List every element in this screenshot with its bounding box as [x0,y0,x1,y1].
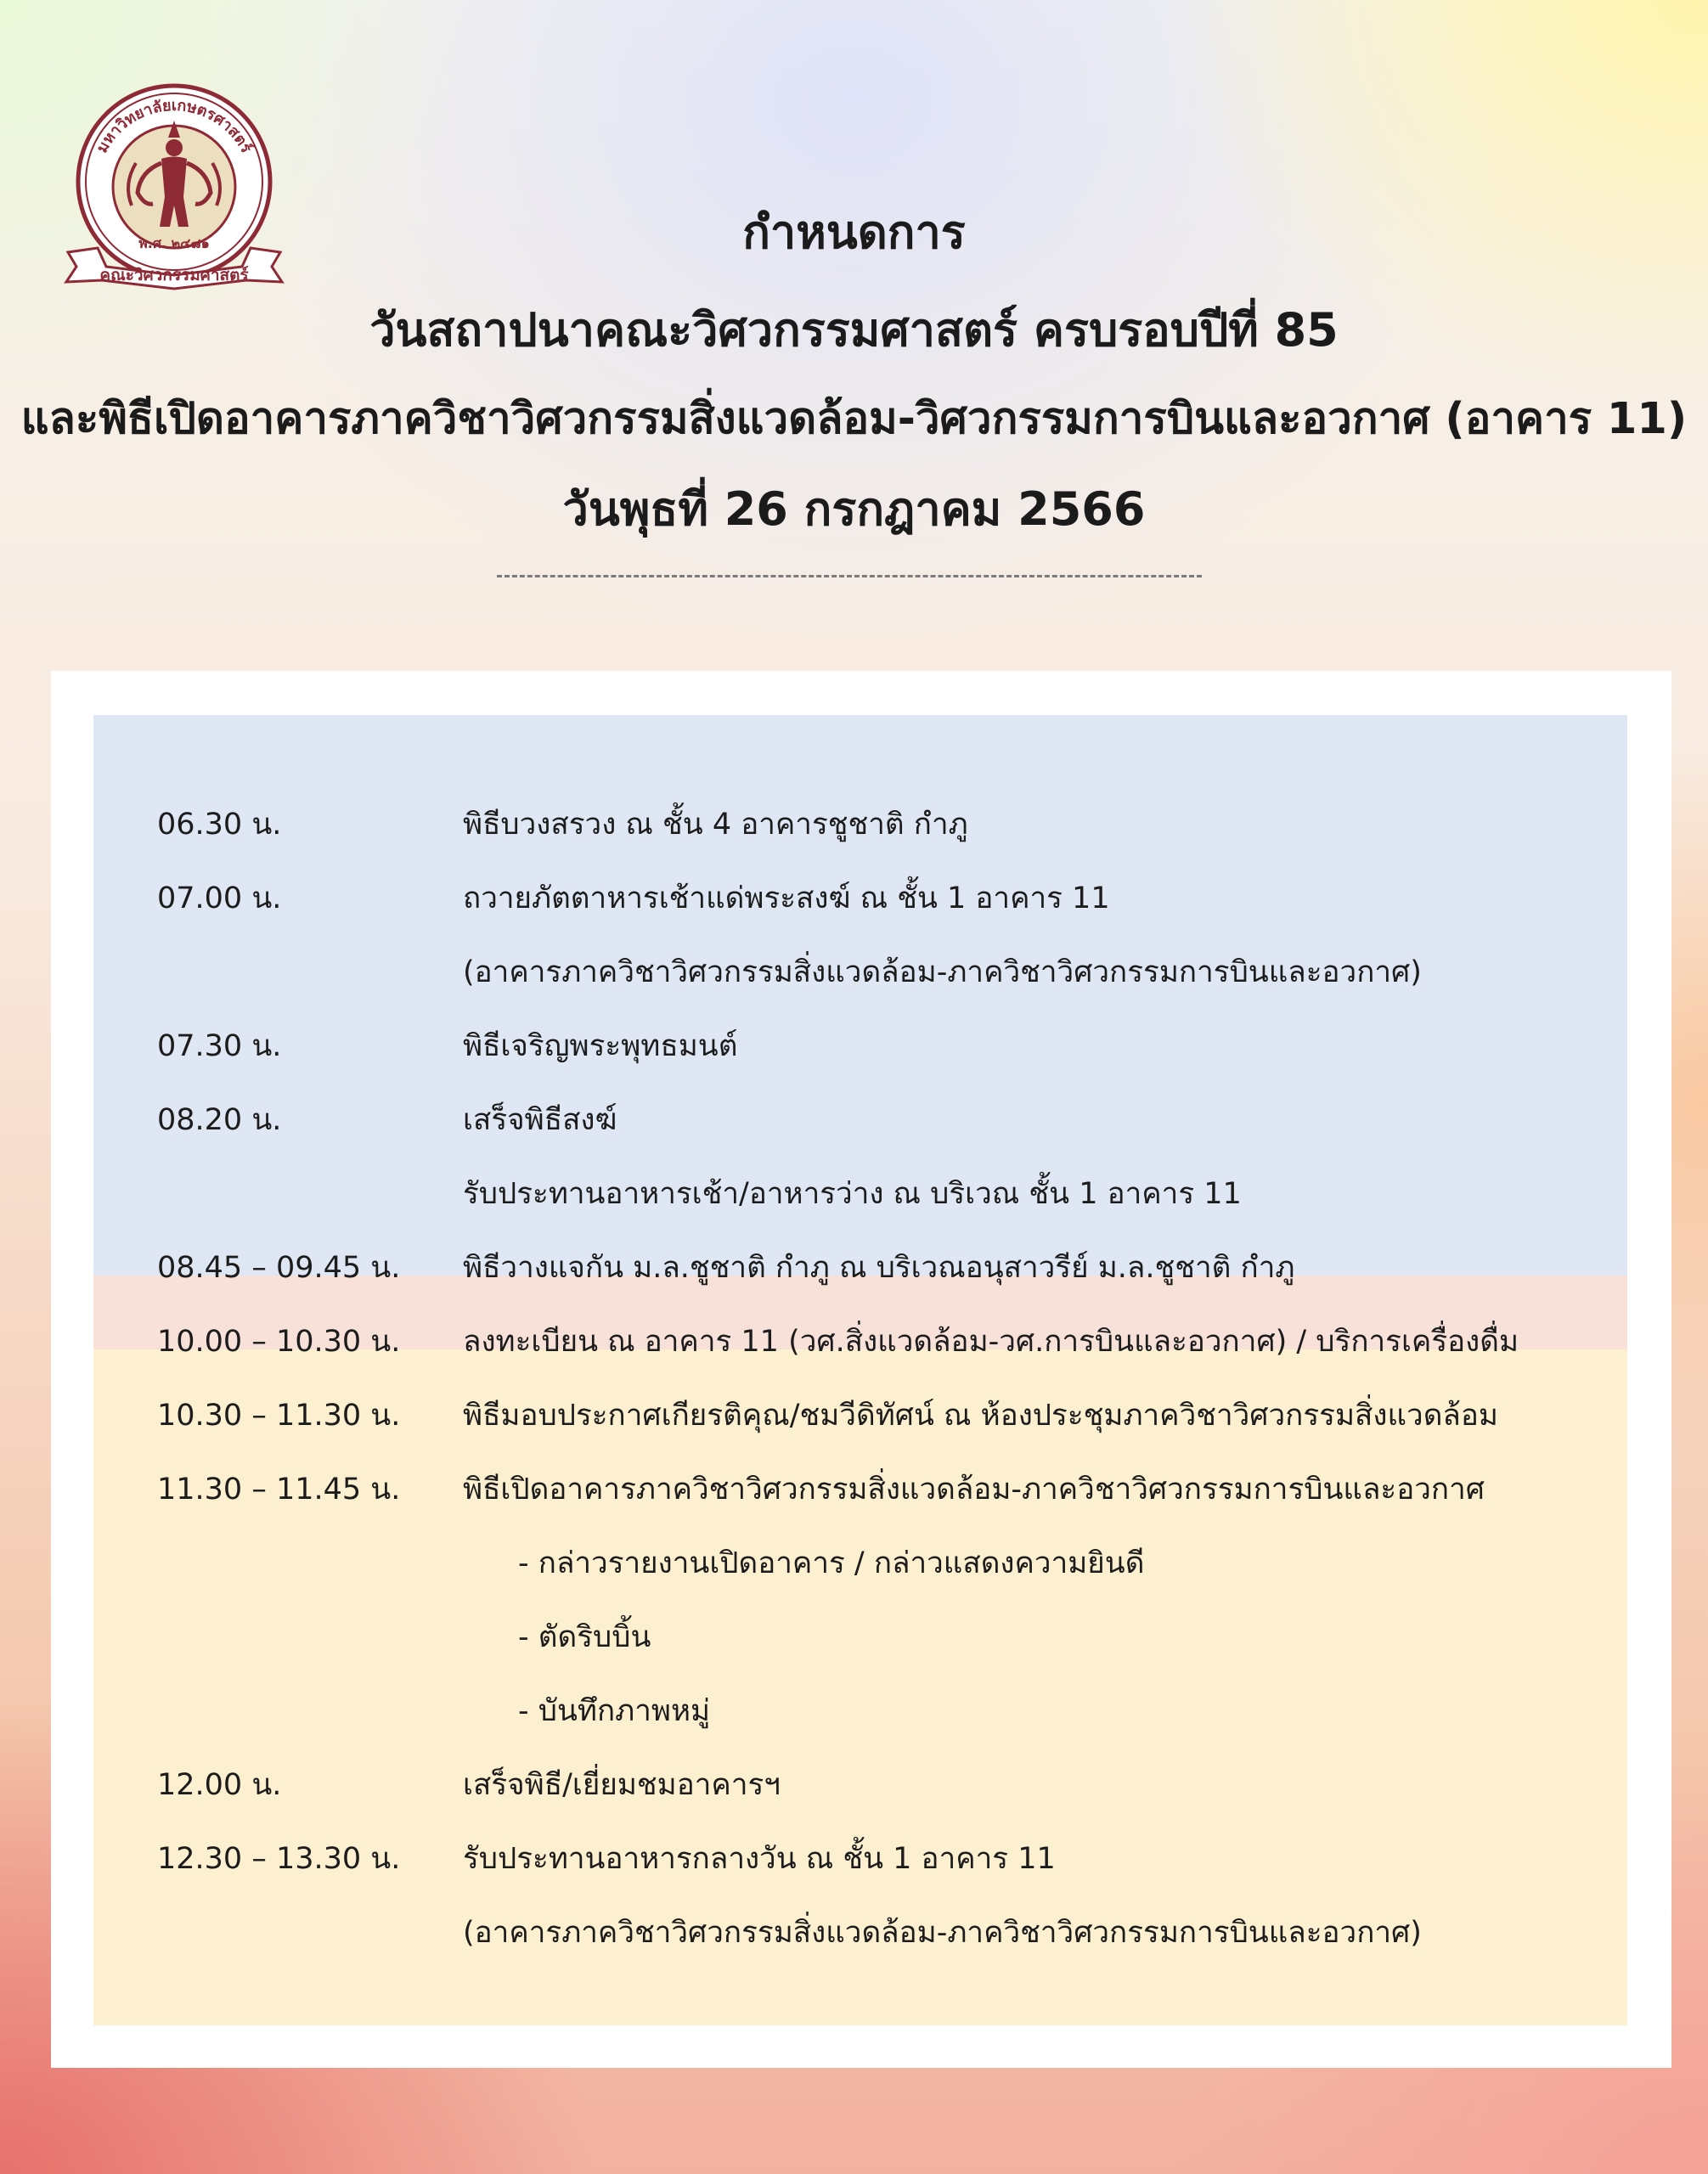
schedule-time: 12.30 – 13.30 น. [157,1842,401,1876]
event-anniversary-title: วันสถาปนาคณะวิศวกรรมศาสตร์ ครบรอบปีที่ 85 [369,303,1339,357]
schedule-time: 08.45 – 09.45 น. [157,1251,401,1285]
event-opening-title: และพิธีเปิดอาคารภาควิชาวิศวกรรมสิ่งแวดล้อม-วิศวกรรมการบินและอวกาศ (อาคาร 11) [20,394,1688,444]
schedule-time: 06.30 น. [157,808,282,842]
schedule-time: 07.00 น. [157,881,282,915]
seal-arc-text: มหาวิทยาลัยเกษตรศาสตร์ [93,96,256,156]
schedule-panel [51,671,1671,2068]
schedule-row [51,862,1671,936]
schedule-time: 07.30 น. [157,1029,282,1063]
schedule-row [51,936,1671,1010]
schedule-description: เสร็จพิธีสงฆ์ [463,1103,617,1137]
schedule-time: 10.00 – 10.30 น. [157,1325,401,1359]
document-title: กำหนดการ [742,206,966,259]
schedule-row [51,1896,1671,1970]
schedule-sub-item: - บันทึกภาพหมู่ [518,1694,711,1728]
schedule-sub-item: - ตัดริบบิ้น [518,1620,651,1654]
schedule-description: พิธีมอบประกาศเกียรติคุณ/ชมวีดิทัศน์ ณ ห้องประชุมภาควิชาวิศวกรรมสิ่งแวดล้อม [463,1399,1498,1433]
schedule-row [51,1601,1671,1675]
schedule-description: เสร็จพิธี/เยี่ยมชมอาคารฯ [463,1768,781,1802]
schedule-time: 08.20 น. [157,1103,282,1137]
schedule-description: พิธีบวงสรวง ณ ชั้น 4 อาคารชูชาติ กำภู [463,808,968,842]
event-date: วันพุธที่ 26 กรกฎาคม 2566 [562,482,1146,536]
schedule-time: 12.00 น. [157,1768,282,1802]
schedule-description: พิธีเจริญพระพุทธมนต์ [463,1029,738,1063]
schedule-row [51,1231,1671,1305]
schedule-row [51,1305,1671,1379]
schedule-row [51,1453,1671,1527]
schedule-row [51,1749,1671,1822]
seal-ribbon-text: คณะวิศวกรรมศาสตร์ [99,266,249,284]
schedule-description: พิธีวางแจกัน ม.ล.ชูชาติ กำภู ณ บริเวณอนุสาวรีย์ ม.ล.ชูชาติ กำภู [463,1251,1295,1285]
schedule-description: (อาคารภาควิชาวิศวกรรมสิ่งแวดล้อม-ภาควิชาวิศวกรรมการบินและอวกาศ) [463,1916,1422,1950]
schedule-time: 11.30 – 11.45 น. [157,1473,401,1507]
schedule-description: รับประทานอาหารกลางวัน ณ ชั้น 1 อาคาร 11 [463,1842,1056,1876]
schedule-row [51,1084,1671,1157]
schedule-row [51,1822,1671,1896]
schedule-sub-item: - กล่าวรายงานเปิดอาคาร / กล่าวแสดงความยินดี [518,1546,1145,1580]
schedule-row [51,1675,1671,1749]
schedule-row [51,1527,1671,1601]
schedule-description: รับประทานอาหารเช้า/อาหารว่าง ณ บริเวณ ชั้น 1 อาคาร 11 [463,1177,1242,1211]
schedule-time: 10.30 – 11.30 น. [157,1399,401,1433]
schedule-description: พิธีเปิดอาคารภาควิชาวิศวกรรมสิ่งแวดล้อม-ภาควิชาวิศวกรรมการบินและอวกาศ [463,1473,1485,1507]
schedule-row [51,1010,1671,1084]
seal-year-text: พ.ศ. ๒๔๘๑ [138,235,210,251]
schedule-row [51,1379,1671,1453]
schedule-description: ลงทะเบียน ณ อาคาร 11 (วศ.สิ่งแวดล้อม-วศ.การบินและอวกาศ) / บริการเครื่องดื่ม [463,1325,1519,1359]
schedule-row [51,1157,1671,1231]
schedule-description: ถวายภัตตาหารเช้าแด่พระสงฆ์ ณ ชั้น 1 อาคาร 11 [463,881,1110,915]
dashed-divider [497,575,1202,577]
schedule-description: (อาคารภาควิชาวิศวกรรมสิ่งแวดล้อม-ภาควิชาวิศวกรรมการบินและอวกาศ) [463,955,1422,989]
schedule-row [51,788,1671,862]
